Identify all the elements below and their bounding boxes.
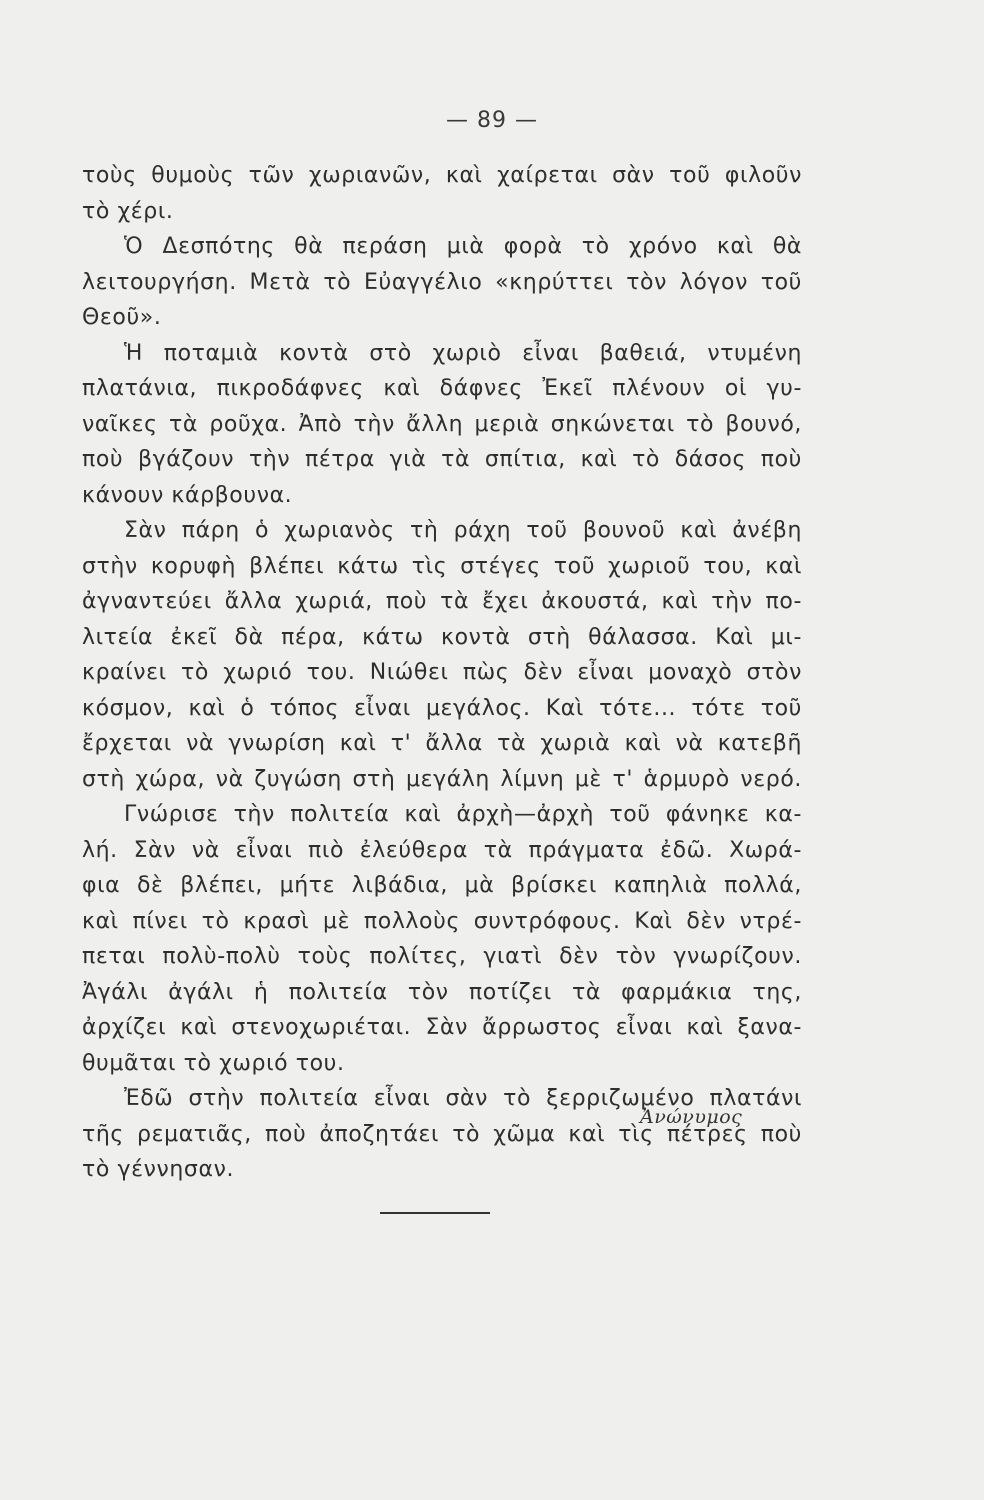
text-line: τὸ γέννησαν. bbox=[82, 1157, 235, 1182]
text-line: ναῖκες τὰ ροῦχα. Ἀπὸ τὴν ἄλλη μεριὰ σηκώνεται τὸ βουνό, bbox=[82, 411, 802, 437]
text-line: ποὺ βγάζουν τὴν πέτρα γιὰ τὰ σπίτια, καὶ τὸ δάσος ποὺ bbox=[82, 447, 802, 472]
text-line: λειτουργήση. Μετὰ τὸ Εὐαγγέλιο «κηρύττει τὸν λόγον τοῦ bbox=[82, 269, 802, 295]
text-line: λή. Σὰν νὰ εἶναι πιὸ ἐλεύθερα τὰ πράγματα ἐδῶ. Χωρά- bbox=[82, 837, 802, 863]
text-line: κάνουν κάρβουνα. bbox=[82, 482, 293, 508]
text-line: τὸ χέρι. bbox=[82, 198, 174, 224]
section-end-rule bbox=[380, 1212, 490, 1214]
text-line: κόσμον, καὶ ὁ τόπος εἶναι μεγάλος. Καὶ τότε... τότε τοῦ bbox=[82, 695, 802, 721]
author-signature: Ἀνώνυμος bbox=[640, 1106, 743, 1128]
text-line: καὶ πίνει τὸ κρασὶ μὲ πολλοὺς συντρόφους. Καὶ δὲν ντρέ- bbox=[82, 908, 802, 934]
text-line: Ἐδῶ στὴν πολιτεία εἶναι σὰν τὸ ξερριζωμένο πλατάνι bbox=[124, 1086, 802, 1111]
text-line: στὴ χώρα, νὰ ζυγώση στὴ μεγάλη λίμνη μὲ τ' ἁρμυρὸ νερό. bbox=[82, 766, 802, 792]
text-line: πεται πολὺ-πολὺ τοὺς πολίτες, γιατὶ δὲν τὸν γνωρίζουν. bbox=[82, 944, 802, 969]
text-line: Σὰν πάρη ὁ χωριανὸς τὴ ράχη τοῦ βουνοῦ καὶ ἀνέβη bbox=[124, 518, 802, 543]
text-line: ἀρχίζει καὶ στενοχωριέται. Σὰν ἄρρωστος εἶναι καὶ ξανα- bbox=[82, 1015, 802, 1040]
text-line: Θεοῦ». bbox=[82, 305, 162, 330]
text-line: Γνώρισε τὴν πολιτεία καὶ ἀρχὴ—ἀρχὴ τοῦ φάνηκε κα- bbox=[124, 802, 802, 827]
text-line: τῆς ρεματιᾶς, ποὺ ἀποζητάει τὸ χῶμα καὶ τὶς πέτρες ποὺ bbox=[82, 1121, 802, 1147]
text-line: θυμᾶται τὸ χωριό του. bbox=[82, 1050, 345, 1076]
text-line: στὴν κορυφὴ βλέπει κάτω τὶς στέγες τοῦ χωριοῦ του, καὶ bbox=[82, 553, 802, 579]
text-line: ἔρχεται νὰ γνωρίση καὶ τ' ἄλλα τὰ χωριὰ καὶ νὰ κατεβῆ bbox=[82, 731, 802, 756]
text-line: Ἀγάλι ἀγάλι ἡ πολιτεία τὸν ποτίζει τὰ φαρμάκια της, bbox=[82, 979, 802, 1005]
text-line: Ἡ ποταμιὰ κοντὰ στὸ χωριὸ εἶναι βαθειά, ντυμένη bbox=[124, 340, 802, 366]
text-line: τοὺς θυμοὺς τῶν χωριανῶν, καὶ χαίρεται σὰν τοῦ φιλοῦν bbox=[82, 163, 802, 188]
text-line: πλατάνια, πικροδάφνες καὶ δάφνες Ἐκεῖ πλένουν οἱ γυ- bbox=[82, 376, 802, 401]
text-line: φια δὲ βλέπει, μήτε λιβάδια, μὰ βρίσκει καπηλιὰ πολλά, bbox=[82, 873, 802, 898]
text-line: κραίνει τὸ χωριό του. Νιώθει πὼς δὲν εἶναι μοναχὸ στὸν bbox=[82, 660, 802, 685]
text-line: λιτεία ἐκεῖ δὰ πέρα, κάτω κοντὰ στὴ θάλασσα. Καὶ μι- bbox=[82, 624, 802, 650]
page-number: — 89 — bbox=[446, 108, 538, 133]
text-line: ἀγναντεύει ἄλλα χωριά, ποὺ τὰ ἔχει ἀκουστά, καὶ τὴν πο- bbox=[82, 589, 802, 614]
text-line: Ὁ Δεσπότης θὰ περάση μιὰ φορὰ τὸ χρόνο καὶ θὰ bbox=[124, 234, 802, 259]
body-text bbox=[82, 158, 802, 1188]
